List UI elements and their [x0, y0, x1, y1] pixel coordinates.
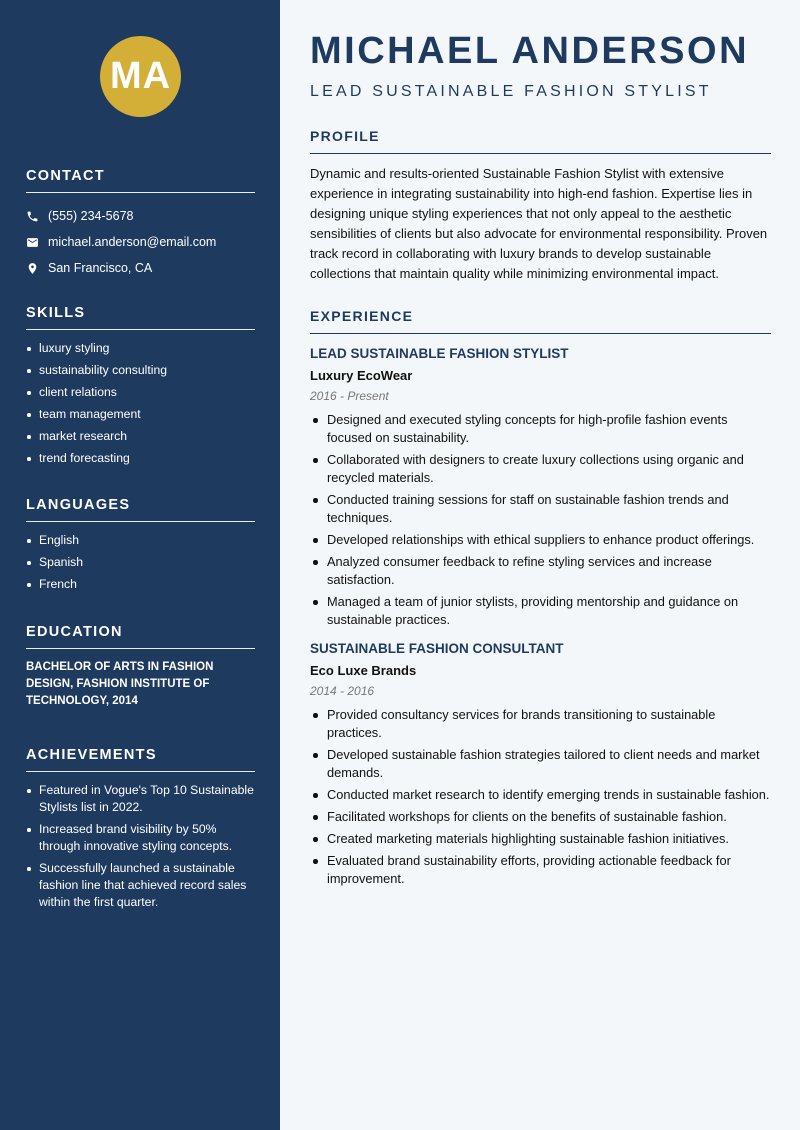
skills-section [26, 305, 255, 472]
contact-email-text: michael.anderson@email.com [48, 235, 217, 249]
achievements-list [26, 782, 255, 911]
skill-item: sustainability consulting [26, 362, 255, 379]
achievement-item: Successfully launched a sustainable fashion line that achieved record sales within the first quarter. [26, 860, 255, 911]
languages-section [26, 497, 255, 598]
job-bullet: Analyzed consumer feedback to refine styling services and increase satisfaction. [310, 553, 771, 589]
job-bullet: Evaluated brand sustainability efforts, providing actionable feedback for improvement. [310, 852, 771, 888]
education-heading: EDUCATION [26, 624, 255, 649]
skills-list [26, 340, 255, 467]
job-dates: 2014 - 2016 [310, 684, 375, 698]
languages-heading: LANGUAGES [26, 497, 255, 522]
skill-item: luxury styling [26, 340, 255, 357]
job-company: Luxury EcoWear [310, 368, 413, 383]
job-company: Eco Luxe Brands [310, 663, 417, 678]
language-item: English [26, 532, 255, 549]
achievement-item: Increased brand visibility by 50% through innovative styling concepts. [26, 821, 255, 855]
location-pin-icon [26, 262, 48, 275]
skill-item: team management [26, 406, 255, 423]
job-title: LEAD SUSTAINABLE FASHION STYLIST [310, 346, 569, 361]
contact-email [26, 229, 255, 255]
email-icon [26, 236, 48, 249]
profile-heading: PROFILE [310, 128, 771, 154]
skill-item: market research [26, 428, 255, 445]
profile-section [310, 128, 771, 284]
job-bullets [310, 706, 771, 888]
job-entry [310, 641, 771, 888]
achievement-item: Featured in Vogue's Top 10 Sustainable Stylists list in 2022. [26, 782, 255, 816]
job-bullet: Conducted training sessions for staff on sustainable fashion trends and techniques. [310, 491, 771, 527]
profile-text: Dynamic and results-oriented Sustainable Fashion Stylist with extensive experience in integrating sustainability into high-end fashion. Expertise lies in designing unique styling experiences that not only appeal to the aesthetic sensibilities of clients but also advocate for environmental responsibility. Proven track record in collaborating with luxury brands to develop sustainable collections that maintain quality while minimizing environmental impact. [310, 166, 768, 281]
education-degree: BACHELOR OF ARTS IN FASHION DESIGN, FASHION INSTITUTE OF TECHNOLOGY, 2014 [26, 661, 214, 707]
job-bullet: Developed sustainable fashion strategies tailored to client needs and market demands. [310, 746, 771, 782]
job-bullet: Created marketing materials highlighting sustainable fashion initiatives. [310, 830, 771, 848]
job-entry [310, 346, 771, 629]
avatar: MA [100, 36, 181, 117]
contact-heading: CONTACT [26, 168, 255, 193]
job-bullet: Collaborated with designers to create luxury collections using organic and recycled materials. [310, 451, 771, 487]
job-bullet: Provided consultancy services for brands transitioning to sustainable practices. [310, 706, 771, 742]
contact-location-text: San Francisco, CA [48, 261, 153, 275]
language-item: Spanish [26, 554, 255, 571]
job-bullet: Facilitated workshops for clients on the benefits of sustainable fashion. [310, 808, 771, 826]
job-bullet: Conducted market research to identify emerging trends in sustainable fashion. [310, 786, 771, 804]
phone-icon [26, 210, 48, 223]
education-section [26, 624, 255, 710]
contact-phone-text: (555) 234-5678 [48, 209, 134, 223]
skills-heading: SKILLS [26, 305, 255, 330]
skill-item: client relations [26, 384, 255, 401]
job-bullets [310, 411, 771, 629]
contact-location [26, 255, 255, 281]
achievements-section [26, 747, 255, 916]
experience-section [310, 308, 771, 892]
job-bullet: Developed relationships with ethical suppliers to enhance product offerings. [310, 531, 771, 549]
job-bullet: Designed and executed styling concepts for high-profile fashion events focused on sustainability. [310, 411, 771, 447]
candidate-name: MICHAEL ANDERSON [310, 30, 750, 72]
experience-heading: EXPERIENCE [310, 308, 771, 334]
contact-section [26, 168, 255, 281]
sidebar [0, 0, 280, 1130]
contact-phone [26, 203, 255, 229]
achievements-heading: ACHIEVEMENTS [26, 747, 255, 772]
skill-item: trend forecasting [26, 450, 255, 467]
job-dates: 2016 - Present [310, 389, 389, 403]
job-bullet: Managed a team of junior stylists, providing mentorship and guidance on sustainable practices. [310, 593, 771, 629]
languages-list [26, 532, 255, 593]
candidate-title: LEAD SUSTAINABLE FASHION STYLIST [310, 83, 712, 100]
job-title: SUSTAINABLE FASHION CONSULTANT [310, 641, 564, 656]
language-item: French [26, 576, 255, 593]
contact-list [26, 203, 255, 281]
